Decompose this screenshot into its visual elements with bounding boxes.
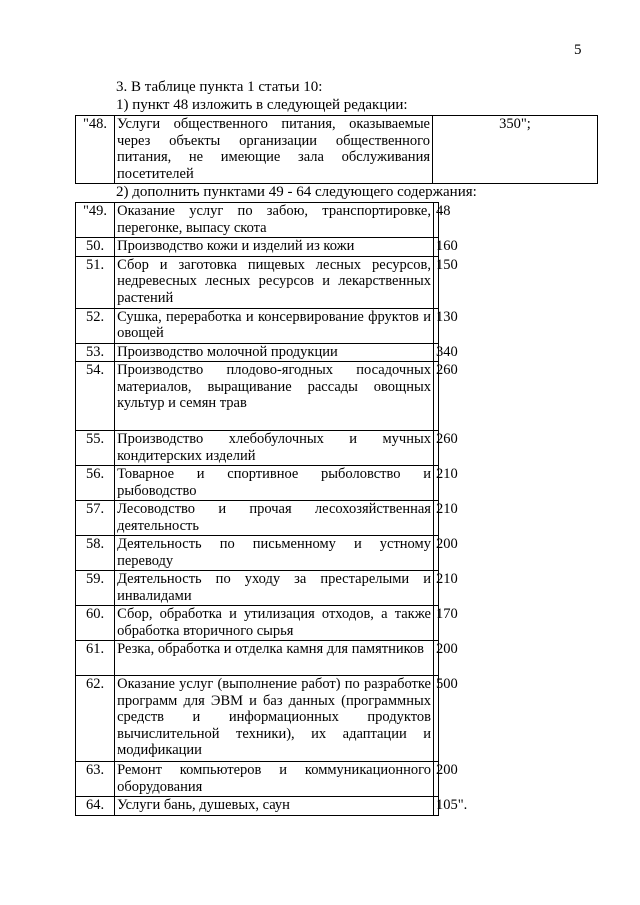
- row-number: "48.: [76, 116, 115, 184]
- table-row: [76, 238, 439, 257]
- row-number: "49.: [76, 203, 115, 238]
- table-row: [76, 343, 439, 362]
- row-description: Деятельность по уходу за престарелыми и инвалидами: [115, 571, 434, 606]
- row-description: Товарное и спортивное рыболовство и рыбоводство: [115, 466, 434, 501]
- row-value: 260: [433, 431, 438, 466]
- row-number: 51.: [76, 256, 115, 308]
- row-number: 58.: [76, 536, 115, 571]
- row-number: 56.: [76, 466, 115, 501]
- row-value: 210: [433, 501, 438, 536]
- table-row: [76, 536, 439, 571]
- row-description: Производство молочной продукции: [115, 343, 434, 362]
- table-item-48: [75, 115, 598, 184]
- row-description: Оказание услуг по забою, транспортировке, перегонке, выпасу скота: [115, 203, 434, 238]
- row-value: 210: [433, 466, 438, 501]
- row-value: 200: [433, 762, 438, 797]
- table-row: [76, 362, 439, 431]
- row-value: 200: [433, 536, 438, 571]
- row-number: 60.: [76, 606, 115, 641]
- table-items-49-64: [75, 202, 468, 816]
- row-value: 500: [433, 676, 438, 762]
- row-number: 52.: [76, 308, 115, 343]
- row-value: 350";: [433, 116, 598, 184]
- row-number: 57.: [76, 501, 115, 536]
- table-row: [76, 606, 439, 641]
- row-description: Сбор и заготовка пищевых лесных ресурсов, недревесных лесных ресурсов и лекарственных растений: [115, 256, 434, 308]
- table-row: [76, 116, 598, 184]
- row-number: 64.: [76, 797, 115, 816]
- row-description: Резка, обработка и отделка камня для памятников: [115, 641, 434, 676]
- table-row: [76, 308, 439, 343]
- row-number: 53.: [76, 343, 115, 362]
- row-value: 130: [433, 308, 438, 343]
- subitem-1-line: 1) пункт 48 изложить в следующей редакции:: [116, 97, 408, 113]
- row-description: Ремонт компьютеров и коммуникационного оборудования: [115, 762, 434, 797]
- row-number: 50.: [76, 238, 115, 257]
- table-row: [76, 256, 439, 308]
- row-value: 210: [433, 571, 438, 606]
- row-value: 105".: [433, 797, 438, 816]
- row-value: 150: [433, 256, 438, 308]
- subitem-2-line: 2) дополнить пунктами 49 - 64 следующего содержания:: [116, 184, 477, 200]
- row-value: 340: [433, 343, 438, 362]
- row-value: 200: [433, 641, 438, 676]
- row-value: 160: [433, 238, 438, 257]
- row-description: Услуги бань, душевых, саун: [115, 797, 434, 816]
- row-value: 48: [433, 203, 438, 238]
- row-number: 59.: [76, 571, 115, 606]
- row-description: Оказание услуг (выполнение работ) по разработке программ для ЭВМ и баз данных (программных средств и информационных продуктов вычислительной техники), их адаптации и модификации: [115, 676, 434, 762]
- row-number: 54.: [76, 362, 115, 431]
- row-number: 62.: [76, 676, 115, 762]
- table-row: [76, 466, 439, 501]
- table-row: [76, 431, 439, 466]
- table-row: [76, 641, 439, 676]
- row-description: Услуги общественного питания, оказываемые через объекты организации общественного питания, не имеющие зала обслуживания посетителей: [115, 116, 433, 184]
- row-description: Лесоводство и прочая лесохозяйственная деятельность: [115, 501, 434, 536]
- table-row: [76, 501, 439, 536]
- row-value: 260: [433, 362, 438, 431]
- row-number: 63.: [76, 762, 115, 797]
- table-row: [76, 203, 439, 238]
- row-description: Производство хлебобулочных и мучных кондитерских изделий: [115, 431, 434, 466]
- table-row: [76, 676, 439, 762]
- row-description: Производство кожи и изделий из кожи: [115, 238, 434, 257]
- row-number: 55.: [76, 431, 115, 466]
- intro-line: 3. В таблице пункта 1 статьи 10:: [116, 79, 323, 95]
- row-number: 61.: [76, 641, 115, 676]
- row-value: 170: [433, 606, 438, 641]
- row-description: Деятельность по письменному и устному переводу: [115, 536, 434, 571]
- table-row: [76, 571, 439, 606]
- row-description: Сушка, переработка и консервирование фруктов и овощей: [115, 308, 434, 343]
- table-row: [76, 797, 439, 816]
- row-description: Сбор, обработка и утилизация отходов, а также обработка вторичного сырья: [115, 606, 434, 641]
- page-number: 5: [574, 42, 582, 58]
- row-description: Производство плодово-ягодных посадочных материалов, выращивание рассады овощных культур и семян трав: [115, 362, 434, 431]
- table-row: [76, 762, 439, 797]
